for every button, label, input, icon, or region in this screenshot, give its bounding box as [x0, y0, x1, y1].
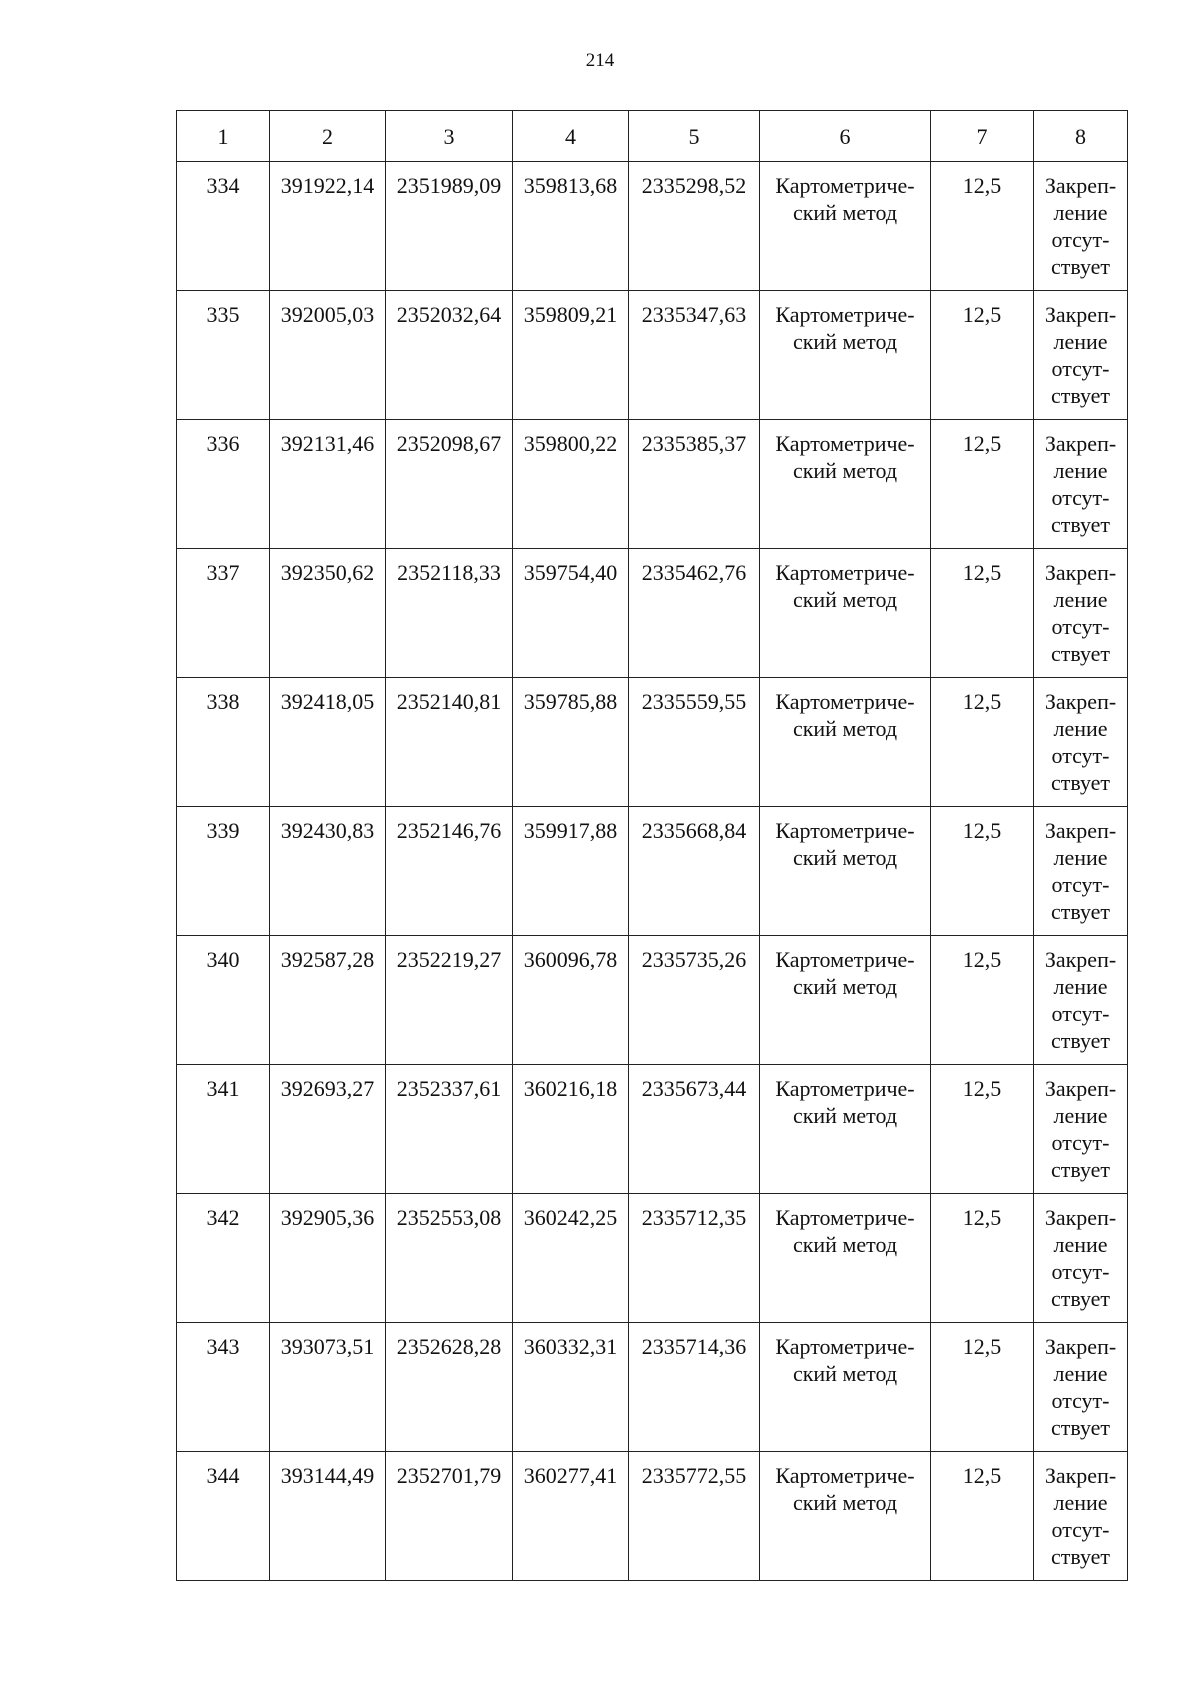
fixing-cell: Закреп- ление отсут- ствует [1034, 1065, 1128, 1194]
coordinate-cell: 2335735,26 [629, 936, 760, 1065]
fixing-cell: Закреп- ление отсут- ствует [1034, 549, 1128, 678]
accuracy-cell: 12,5 [931, 1065, 1034, 1194]
coordinate-cell: 359813,68 [513, 162, 629, 291]
accuracy-cell: 12,5 [931, 420, 1034, 549]
method-cell: Картометриче- ский метод [760, 936, 931, 1065]
coordinate-cell: 359800,22 [513, 420, 629, 549]
fixing-cell: Закреп- ление отсут- ствует [1034, 807, 1128, 936]
table-body [177, 162, 1128, 1581]
method-cell: Картометриче- ский метод [760, 1194, 931, 1323]
point-number-cell: 334 [177, 162, 270, 291]
accuracy-cell: 12,5 [931, 162, 1034, 291]
coordinate-cell: 392905,36 [270, 1194, 386, 1323]
method-cell: Картометриче- ский метод [760, 1323, 931, 1452]
point-number-cell: 340 [177, 936, 270, 1065]
column-header: 2 [270, 111, 386, 162]
fixing-cell: Закреп- ление отсут- ствует [1034, 291, 1128, 420]
point-number-cell: 339 [177, 807, 270, 936]
coordinate-cell: 2335668,84 [629, 807, 760, 936]
coordinate-cell: 2352337,61 [386, 1065, 513, 1194]
coordinate-cell: 2335559,55 [629, 678, 760, 807]
coordinate-cell: 2352140,81 [386, 678, 513, 807]
coordinate-cell: 2352146,76 [386, 807, 513, 936]
coordinate-cell: 2335772,55 [629, 1452, 760, 1581]
coordinate-cell: 2335347,63 [629, 291, 760, 420]
method-cell: Картометриче- ский метод [760, 1065, 931, 1194]
table-row [177, 162, 1128, 291]
method-cell: Картометриче- ский метод [760, 420, 931, 549]
method-cell: Картометриче- ский метод [760, 291, 931, 420]
column-header: 7 [931, 111, 1034, 162]
column-header: 8 [1034, 111, 1128, 162]
coordinates-table [176, 110, 1128, 1581]
column-header: 6 [760, 111, 931, 162]
coordinate-cell: 392350,62 [270, 549, 386, 678]
coordinate-cell: 392131,46 [270, 420, 386, 549]
table-row [177, 936, 1128, 1065]
coordinate-cell: 393144,49 [270, 1452, 386, 1581]
accuracy-cell: 12,5 [931, 807, 1034, 936]
table-row [177, 420, 1128, 549]
method-cell: Картометриче- ский метод [760, 807, 931, 936]
coordinate-cell: 359785,88 [513, 678, 629, 807]
point-number-cell: 343 [177, 1323, 270, 1452]
point-number-cell: 341 [177, 1065, 270, 1194]
accuracy-cell: 12,5 [931, 549, 1034, 678]
point-number-cell: 338 [177, 678, 270, 807]
fixing-cell: Закреп- ление отсут- ствует [1034, 1323, 1128, 1452]
point-number-cell: 336 [177, 420, 270, 549]
coordinate-cell: 2352219,27 [386, 936, 513, 1065]
accuracy-cell: 12,5 [931, 936, 1034, 1065]
accuracy-cell: 12,5 [931, 678, 1034, 807]
fixing-cell: Закреп- ление отсут- ствует [1034, 420, 1128, 549]
column-header: 1 [177, 111, 270, 162]
coordinate-cell: 2335298,52 [629, 162, 760, 291]
coordinate-cell: 392430,83 [270, 807, 386, 936]
column-header: 4 [513, 111, 629, 162]
fixing-cell: Закреп- ление отсут- ствует [1034, 1452, 1128, 1581]
fixing-cell: Закреп- ление отсут- ствует [1034, 1194, 1128, 1323]
coordinate-cell: 392005,03 [270, 291, 386, 420]
coordinate-cell: 391922,14 [270, 162, 386, 291]
method-cell: Картометриче- ский метод [760, 162, 931, 291]
coordinate-cell: 2335462,76 [629, 549, 760, 678]
method-cell: Картометриче- ский метод [760, 1452, 931, 1581]
fixing-cell: Закреп- ление отсут- ствует [1034, 936, 1128, 1065]
coordinate-cell: 360242,25 [513, 1194, 629, 1323]
coordinate-cell: 392693,27 [270, 1065, 386, 1194]
coordinate-cell: 2352032,64 [386, 291, 513, 420]
fixing-cell: Закреп- ление отсут- ствует [1034, 162, 1128, 291]
coordinate-cell: 2351989,09 [386, 162, 513, 291]
coordinate-cell: 2335385,37 [629, 420, 760, 549]
coordinate-cell: 2352118,33 [386, 549, 513, 678]
page-number: 214 [585, 50, 615, 71]
coordinate-cell: 359809,21 [513, 291, 629, 420]
coordinate-cell: 359917,88 [513, 807, 629, 936]
accuracy-cell: 12,5 [931, 1323, 1034, 1452]
column-header: 5 [629, 111, 760, 162]
accuracy-cell: 12,5 [931, 1452, 1034, 1581]
accuracy-cell: 12,5 [931, 1194, 1034, 1323]
coordinate-cell: 2335673,44 [629, 1065, 760, 1194]
table-row [177, 291, 1128, 420]
point-number-cell: 342 [177, 1194, 270, 1323]
table-row [177, 1452, 1128, 1581]
accuracy-cell: 12,5 [931, 291, 1034, 420]
coordinate-cell: 392587,28 [270, 936, 386, 1065]
table-row [177, 549, 1128, 678]
table-row [177, 807, 1128, 936]
table-row [177, 1065, 1128, 1194]
method-cell: Картометриче- ский метод [760, 549, 931, 678]
coordinate-cell: 2352701,79 [386, 1452, 513, 1581]
table-row [177, 1194, 1128, 1323]
method-cell: Картометриче- ский метод [760, 678, 931, 807]
coordinate-cell: 360277,41 [513, 1452, 629, 1581]
point-number-cell: 335 [177, 291, 270, 420]
coordinate-cell: 392418,05 [270, 678, 386, 807]
coordinate-cell: 2352628,28 [386, 1323, 513, 1452]
coordinate-cell: 393073,51 [270, 1323, 386, 1452]
coordinate-cell: 360096,78 [513, 936, 629, 1065]
point-number-cell: 337 [177, 549, 270, 678]
coordinate-cell: 360216,18 [513, 1065, 629, 1194]
table-row [177, 1323, 1128, 1452]
coordinate-cell: 359754,40 [513, 549, 629, 678]
point-number-cell: 344 [177, 1452, 270, 1581]
column-header: 3 [386, 111, 513, 162]
table-header-row [177, 111, 1128, 162]
fixing-cell: Закреп- ление отсут- ствует [1034, 678, 1128, 807]
coordinate-cell: 2352553,08 [386, 1194, 513, 1323]
coordinate-cell: 2352098,67 [386, 420, 513, 549]
table-row [177, 678, 1128, 807]
coordinate-cell: 360332,31 [513, 1323, 629, 1452]
coordinate-cell: 2335714,36 [629, 1323, 760, 1452]
coordinate-cell: 2335712,35 [629, 1194, 760, 1323]
